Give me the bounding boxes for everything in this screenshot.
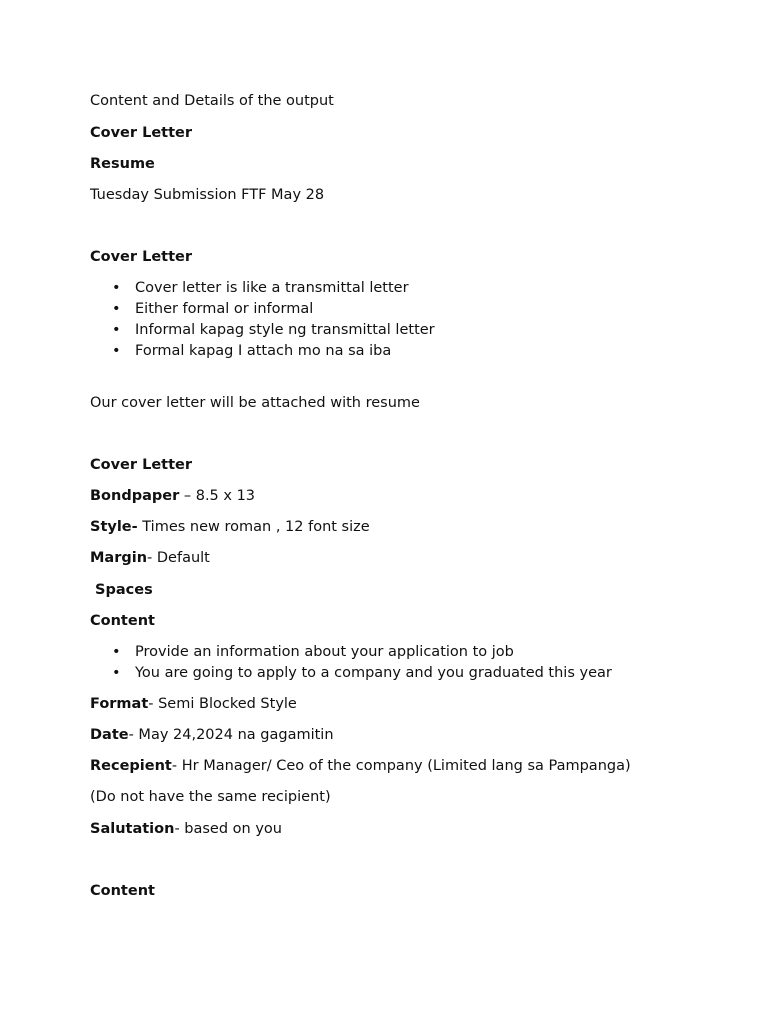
format-value: - Semi Blocked Style: [148, 696, 297, 712]
list-item: • Formal kapag I attach mo na sa iba: [90, 341, 435, 362]
outline-item-cover-letter: Cover Letter: [90, 125, 193, 141]
bondpaper-value: – 8.5 x 13: [179, 488, 256, 504]
list-item: • Either formal or informal: [90, 299, 435, 320]
bullet-glyph: •: [112, 343, 121, 359]
salutation-line: [90, 819, 282, 839]
spaces-label: Spaces: [90, 582, 153, 598]
margin-value: - Default: [147, 550, 210, 566]
recipient-line: [90, 756, 631, 776]
outline-item-resume: Resume: [90, 156, 155, 172]
section-heading-cover-letter: Cover Letter: [90, 249, 193, 265]
style-label: Style-: [90, 519, 138, 535]
bondpaper-line: [90, 486, 255, 506]
recipient-note: (Do not have the same recipient): [90, 789, 331, 805]
date-label: Date: [90, 727, 129, 743]
cover-letter-bullet-list: [90, 278, 435, 362]
style-line: [90, 517, 370, 537]
recipient-label: Recepient: [90, 758, 172, 774]
list-item: • Provide an information about your application to job: [90, 642, 612, 663]
format-line: [90, 694, 297, 714]
salutation-label: Salutation: [90, 821, 175, 837]
submission-note: Tuesday Submission FTF May 28: [90, 187, 325, 203]
list-item: • Cover letter is like a transmittal letter: [90, 278, 435, 299]
bullet-glyph: •: [112, 301, 121, 317]
margin-line: [90, 548, 210, 568]
bullet-glyph: •: [112, 665, 121, 681]
salutation-value: - based on you: [174, 821, 282, 837]
list-item: • Informal kapag style ng transmittal letter: [90, 320, 435, 341]
content-label: Content: [90, 613, 155, 629]
content-bullet-list: [90, 642, 612, 684]
bullet-glyph: •: [112, 644, 121, 660]
margin-label: Margin: [90, 550, 148, 566]
recipient-value: - Hr Manager/ Ceo of the company (Limited lang sa Pampanga): [171, 758, 631, 774]
date-line: [90, 725, 334, 745]
list-item: • You are going to apply to a company and you graduated this year: [90, 663, 612, 684]
section-heading-cover-letter-specs: Cover Letter: [90, 457, 193, 473]
final-content-heading: Content: [90, 883, 155, 899]
attachment-note: Our cover letter will be attached with resume: [90, 395, 420, 411]
document-title: Content and Details of the output: [90, 93, 334, 109]
format-label: Format: [90, 696, 149, 712]
bullet-glyph: •: [112, 322, 121, 338]
bullet-glyph: •: [112, 280, 121, 296]
date-value: - May 24,2024 na gagamitin: [128, 727, 334, 743]
style-value: Times new roman , 12 font size: [137, 519, 370, 535]
bondpaper-label: Bondpaper: [90, 488, 180, 504]
